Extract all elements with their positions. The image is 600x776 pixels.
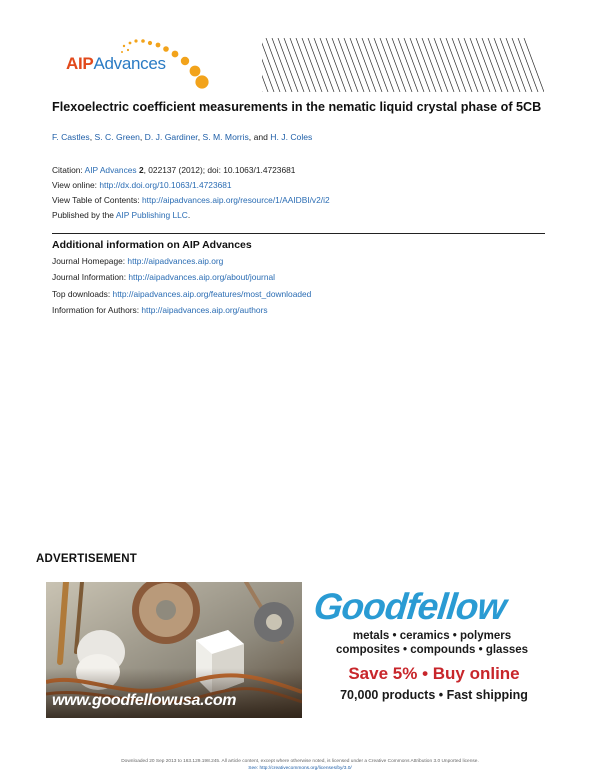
- journal-logo[interactable]: [66, 54, 166, 74]
- author-link[interactable]: F. Castles: [52, 132, 90, 142]
- advertisement-banner[interactable]: [46, 582, 558, 718]
- author-link[interactable]: S. C. Green: [94, 132, 140, 142]
- advert-shipping: 70,000 products • Fast shipping: [340, 688, 528, 702]
- article-title: Flexoelectric coefficient measurements in the nematic liquid crystal phase of 5CB: [52, 100, 542, 114]
- advert-brand-logo: Goodfellow: [311, 586, 508, 627]
- advert-materials-line2: composites • compounds • glasses: [335, 644, 529, 656]
- info-row: [52, 272, 275, 282]
- view-online-line: [52, 180, 232, 190]
- info-link[interactable]: http://aipadvances.aip.org/about/journal: [128, 272, 276, 282]
- logo-advances: Advances: [93, 54, 166, 73]
- info-row: [52, 256, 223, 266]
- advert-materials-line1: metals • ceramics • polymers: [352, 630, 512, 642]
- citation-journal-link[interactable]: AIP Advances: [84, 165, 137, 175]
- author-link[interactable]: H. J. Coles: [270, 132, 313, 142]
- toc-line: [52, 195, 330, 205]
- info-link[interactable]: http://aipadvances.aip.org/features/most_downloaded: [112, 289, 312, 299]
- citation-volume: 2: [138, 165, 144, 175]
- footer-license-text: Downloaded 20 Sep 2013 to 163.129.198.245. All article content, except where otherwise noted, is licensed under a Creative Commons Attribution 3.0 Unported license.: [121, 759, 479, 764]
- header-stripes: [242, 38, 544, 92]
- info-row: [52, 305, 268, 315]
- info-label: Top downloads:: [52, 289, 111, 299]
- published-line: Published by the AIP Publishing LLC.: [52, 210, 191, 220]
- toc-label: View Table of Contents:: [52, 195, 140, 205]
- advert-promo: Save 5% • Buy online: [348, 664, 520, 683]
- advertisement-label: ADVERTISEMENT: [36, 553, 137, 565]
- citation-details: , 022137 (2012); doi: 10.1063/1.4723681: [143, 165, 296, 175]
- info-label: Journal Information:: [52, 272, 127, 282]
- view-online-label: View online:: [52, 180, 98, 190]
- section-divider: [52, 233, 545, 234]
- published-label: Published by the: [52, 210, 114, 220]
- advert-url-link[interactable]: www.goodfellowusa.com: [52, 692, 237, 709]
- info-link[interactable]: http://aipadvances.aip.org: [127, 256, 224, 266]
- journal-header: [52, 38, 544, 92]
- author-link[interactable]: S. M. Morris: [202, 132, 249, 142]
- info-label: Information for Authors:: [52, 305, 140, 315]
- info-row: [52, 289, 311, 299]
- author-link[interactable]: D. J. Gardiner: [144, 132, 198, 142]
- citation-line: [52, 165, 295, 175]
- additional-info-heading: Additional information on AIP Advances: [52, 239, 252, 251]
- footer-license-link[interactable]: See: http://creativecommons.org/licenses/by/3.0/: [248, 766, 352, 771]
- toc-link[interactable]: http://aipadvances.aip.org/resource/1/AAIDBI/v2/i2: [142, 195, 330, 205]
- view-online-link[interactable]: http://dx.doi.org/10.1063/1.4723681: [99, 180, 232, 190]
- author-list: F. Castles, S. C. Green, D. J. Gardiner, S. M. Morris, and H. J. Coles: [52, 132, 313, 142]
- info-link[interactable]: http://aipadvances.aip.org/authors: [141, 305, 268, 315]
- citation-label: Citation:: [52, 165, 83, 175]
- info-label: Journal Homepage:: [52, 256, 126, 266]
- authors-and: and: [253, 132, 268, 142]
- logo-aip: AIP: [66, 54, 94, 73]
- publisher-link[interactable]: AIP Publishing LLC: [115, 210, 188, 220]
